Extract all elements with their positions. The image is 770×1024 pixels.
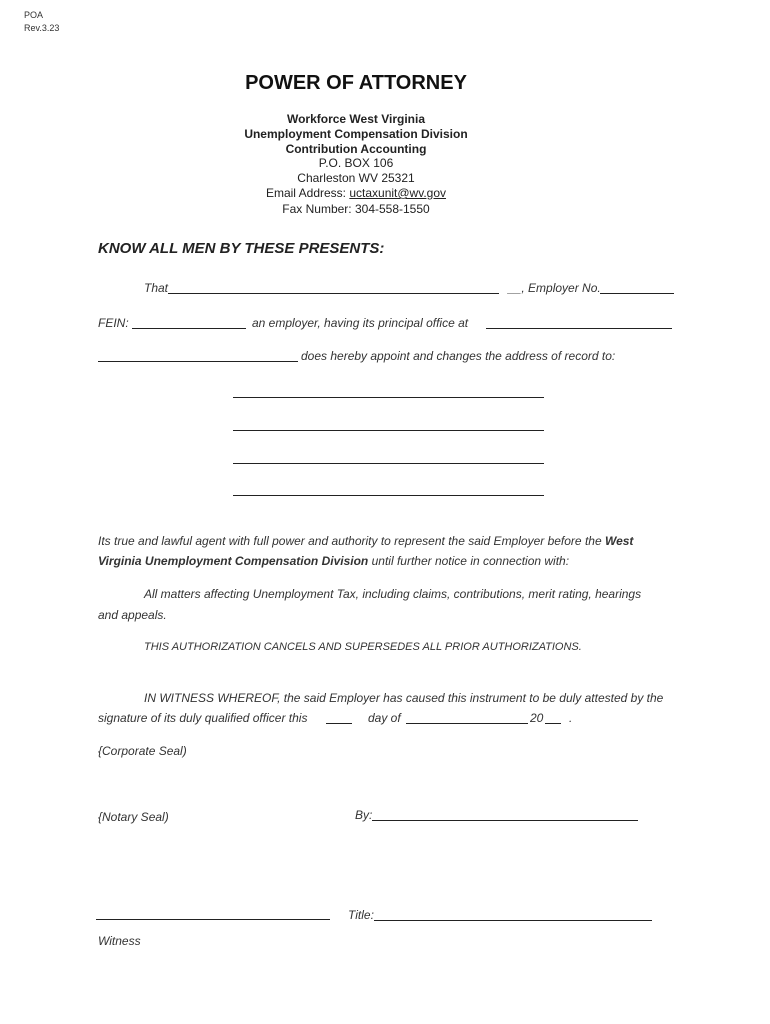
- appoint-text: does hereby appoint and changes the address of record to:: [301, 349, 616, 363]
- year-field[interactable]: [545, 723, 561, 724]
- matters-line-2: and appeals.: [98, 608, 167, 622]
- form-code: POA: [24, 10, 44, 20]
- title-label: Title:: [348, 908, 374, 922]
- agent-text-1-bold: West: [604, 534, 634, 548]
- matters-line-1: All matters affecting Unemployment Tax, including claims, contributions, merit rating, hearings: [144, 587, 642, 601]
- page-title: POWER OF ATTORNEY: [245, 72, 467, 94]
- email-link[interactable]: uctaxunit@wv.gov: [349, 186, 447, 200]
- agency-section: Contribution Accounting: [285, 142, 427, 156]
- revision: Rev.3.23: [24, 23, 60, 33]
- address-line-2[interactable]: [233, 430, 544, 431]
- agent-text-2: until further notice in connection with:: [368, 554, 570, 568]
- notary-seal-label: {Notary Seal): [98, 810, 169, 824]
- by-signature-field[interactable]: [372, 820, 638, 821]
- fein-label: FEIN:: [98, 316, 129, 330]
- agency-fax: Fax Number: 304-558-1550: [282, 202, 430, 216]
- witness-label: Witness: [98, 934, 141, 948]
- agency-division: Unemployment Compensation Division: [244, 127, 468, 141]
- month-field[interactable]: [406, 723, 528, 724]
- agency-name: Workforce West Virginia: [286, 112, 426, 126]
- witness-line-2c: 20: [530, 711, 544, 725]
- principal-office-field[interactable]: [486, 328, 672, 329]
- title-field[interactable]: [374, 920, 652, 921]
- agent-name-field[interactable]: [98, 361, 298, 362]
- agency-po-box: P.O. BOX 106: [318, 156, 394, 170]
- day-field[interactable]: [326, 723, 352, 724]
- employer-no-label: __, Employer No.: [508, 281, 601, 295]
- that-label: That: [144, 281, 169, 295]
- agent-paragraph-line-2: [98, 554, 569, 568]
- corporate-seal-label: {Corporate Seal): [98, 744, 187, 758]
- agent-paragraph-line-1: [98, 534, 633, 548]
- witness-line-1: IN WITNESS WHEREOF, the said Employer has caused this instrument to be duly attested by the: [144, 691, 664, 705]
- agency-city: Charleston WV 25321: [297, 171, 415, 185]
- section-heading: KNOW ALL MEN BY THESE PRESENTS:: [98, 240, 385, 257]
- address-line-3[interactable]: [233, 463, 544, 464]
- email-label: Email Address:: [265, 186, 350, 200]
- agency-email-line: [0, 186, 712, 200]
- agent-text-2-bold: Virginia Unemployment Compensation Division: [98, 554, 369, 568]
- address-line-1[interactable]: [233, 397, 544, 398]
- cancels-notice: THIS AUTHORIZATION CANCELS AND SUPERSEDES ALL PRIOR AUTHORIZATIONS.: [144, 641, 582, 653]
- employer-no-field[interactable]: [600, 293, 674, 294]
- witness-line-2a: signature of its duly qualified officer this: [98, 711, 308, 725]
- witness-line-2b: day of: [368, 711, 401, 725]
- by-label: By:: [355, 808, 373, 822]
- agent-text-1: Its true and lawful agent with full power and authority to represent the said Employer before the: [98, 534, 605, 548]
- fein-field[interactable]: [132, 328, 246, 329]
- principal-office-label: an employer, having its principal office at: [252, 316, 469, 330]
- witness-line-2d: .: [569, 711, 573, 725]
- address-line-4[interactable]: [233, 495, 544, 496]
- employer-name-field[interactable]: [168, 293, 499, 294]
- witness-signature-field[interactable]: [96, 919, 330, 920]
